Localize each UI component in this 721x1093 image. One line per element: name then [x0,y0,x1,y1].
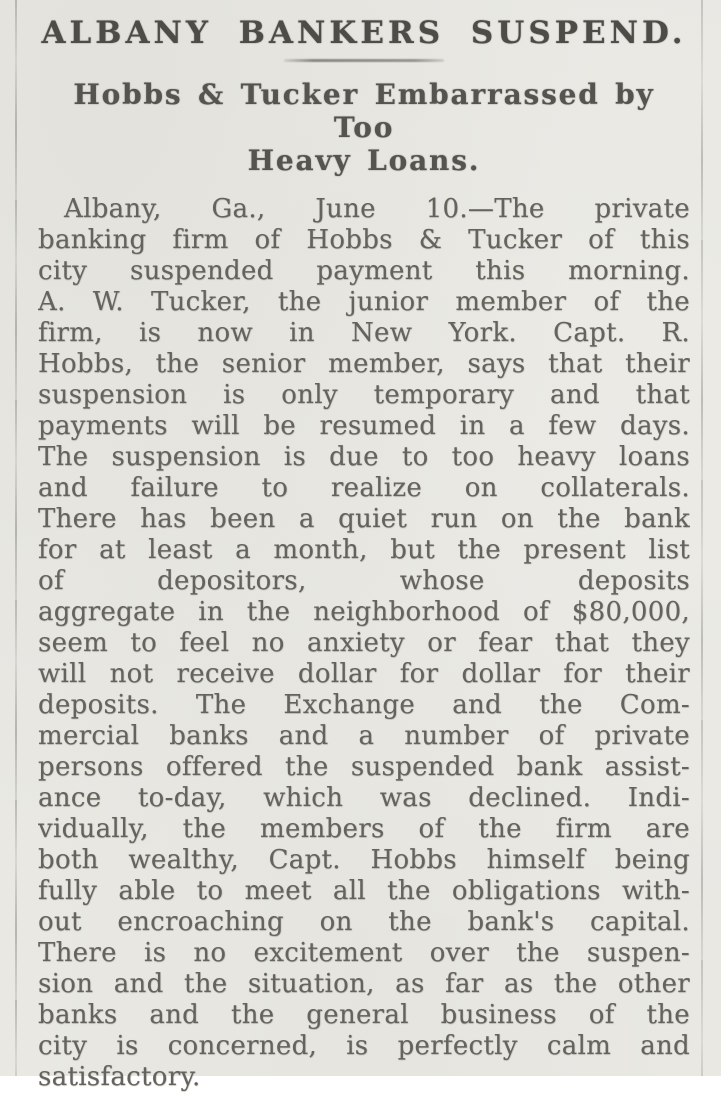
article-line: There has been a quiet run on the bank [38,504,690,534]
article-line: vidually, the members of the firm are [38,814,690,844]
article-subhead [38,78,690,177]
headline-divider-rule [284,59,444,62]
article-line: both wealthy, Capt. Hobbs himself being [38,845,690,875]
article-line: will not receive dollar for dollar for their [38,659,690,689]
article-line: Albany, Ga., June 10.—The private [64,194,690,224]
article-line: payments will be resumed in a few days. [38,411,690,441]
article-line: deposits. The Exchange and the Com- [38,690,690,720]
article-line: out encroaching on the bank's capital. [38,907,690,937]
article-line: sion and the situation, as far as the other [38,969,690,999]
article-line: persons offered the suspended bank assist- [38,752,690,782]
article-column [38,0,690,1093]
article-line: of depositors, whose deposits [38,566,690,596]
article-line: banks and the general business of the [38,1000,690,1030]
article-line: seem to feel no anxiety or fear that they [38,628,690,658]
article-line: The suspension is due to too heavy loans [38,442,690,472]
article-line: satisfactory. [38,1062,201,1092]
article-line: banking firm of Hobbs & Tucker of this [38,225,690,255]
article-line: and failure to realize on collaterals. [38,473,690,503]
article-line: Hobbs, the senior member, says that their [38,349,690,379]
article-line: fully able to meet all the obligations with- [38,876,690,906]
column-rule-right [701,0,703,1076]
column-rule-left [15,0,17,1076]
article-line: aggregate in the neighborhood of $80,000, [38,597,690,627]
article-line: ance to-day, which was declined. Indi- [38,783,690,813]
article-headline: ALBANY BANKERS SUSPEND. [41,15,687,51]
subhead-line-2: Heavy Loans. [247,144,481,177]
article-line: There is no excitement over the suspen- [38,938,690,968]
article-line: for at least a month, but the present list [38,535,690,565]
article-line: city suspended payment this morning. [38,256,690,286]
article-line: firm, is now in New York. Capt. R. [38,318,690,348]
article-line: A. W. Tucker, the junior member of the [38,287,690,317]
subhead-line-1: Hobbs & Tucker Embarrassed by Too [73,78,655,144]
article-line: suspension is only temporary and that [38,380,690,410]
article-line: mercial banks and a number of private [38,721,690,751]
article-body [38,194,690,1093]
article-line: city is concerned, is perfectly calm and [38,1031,690,1061]
